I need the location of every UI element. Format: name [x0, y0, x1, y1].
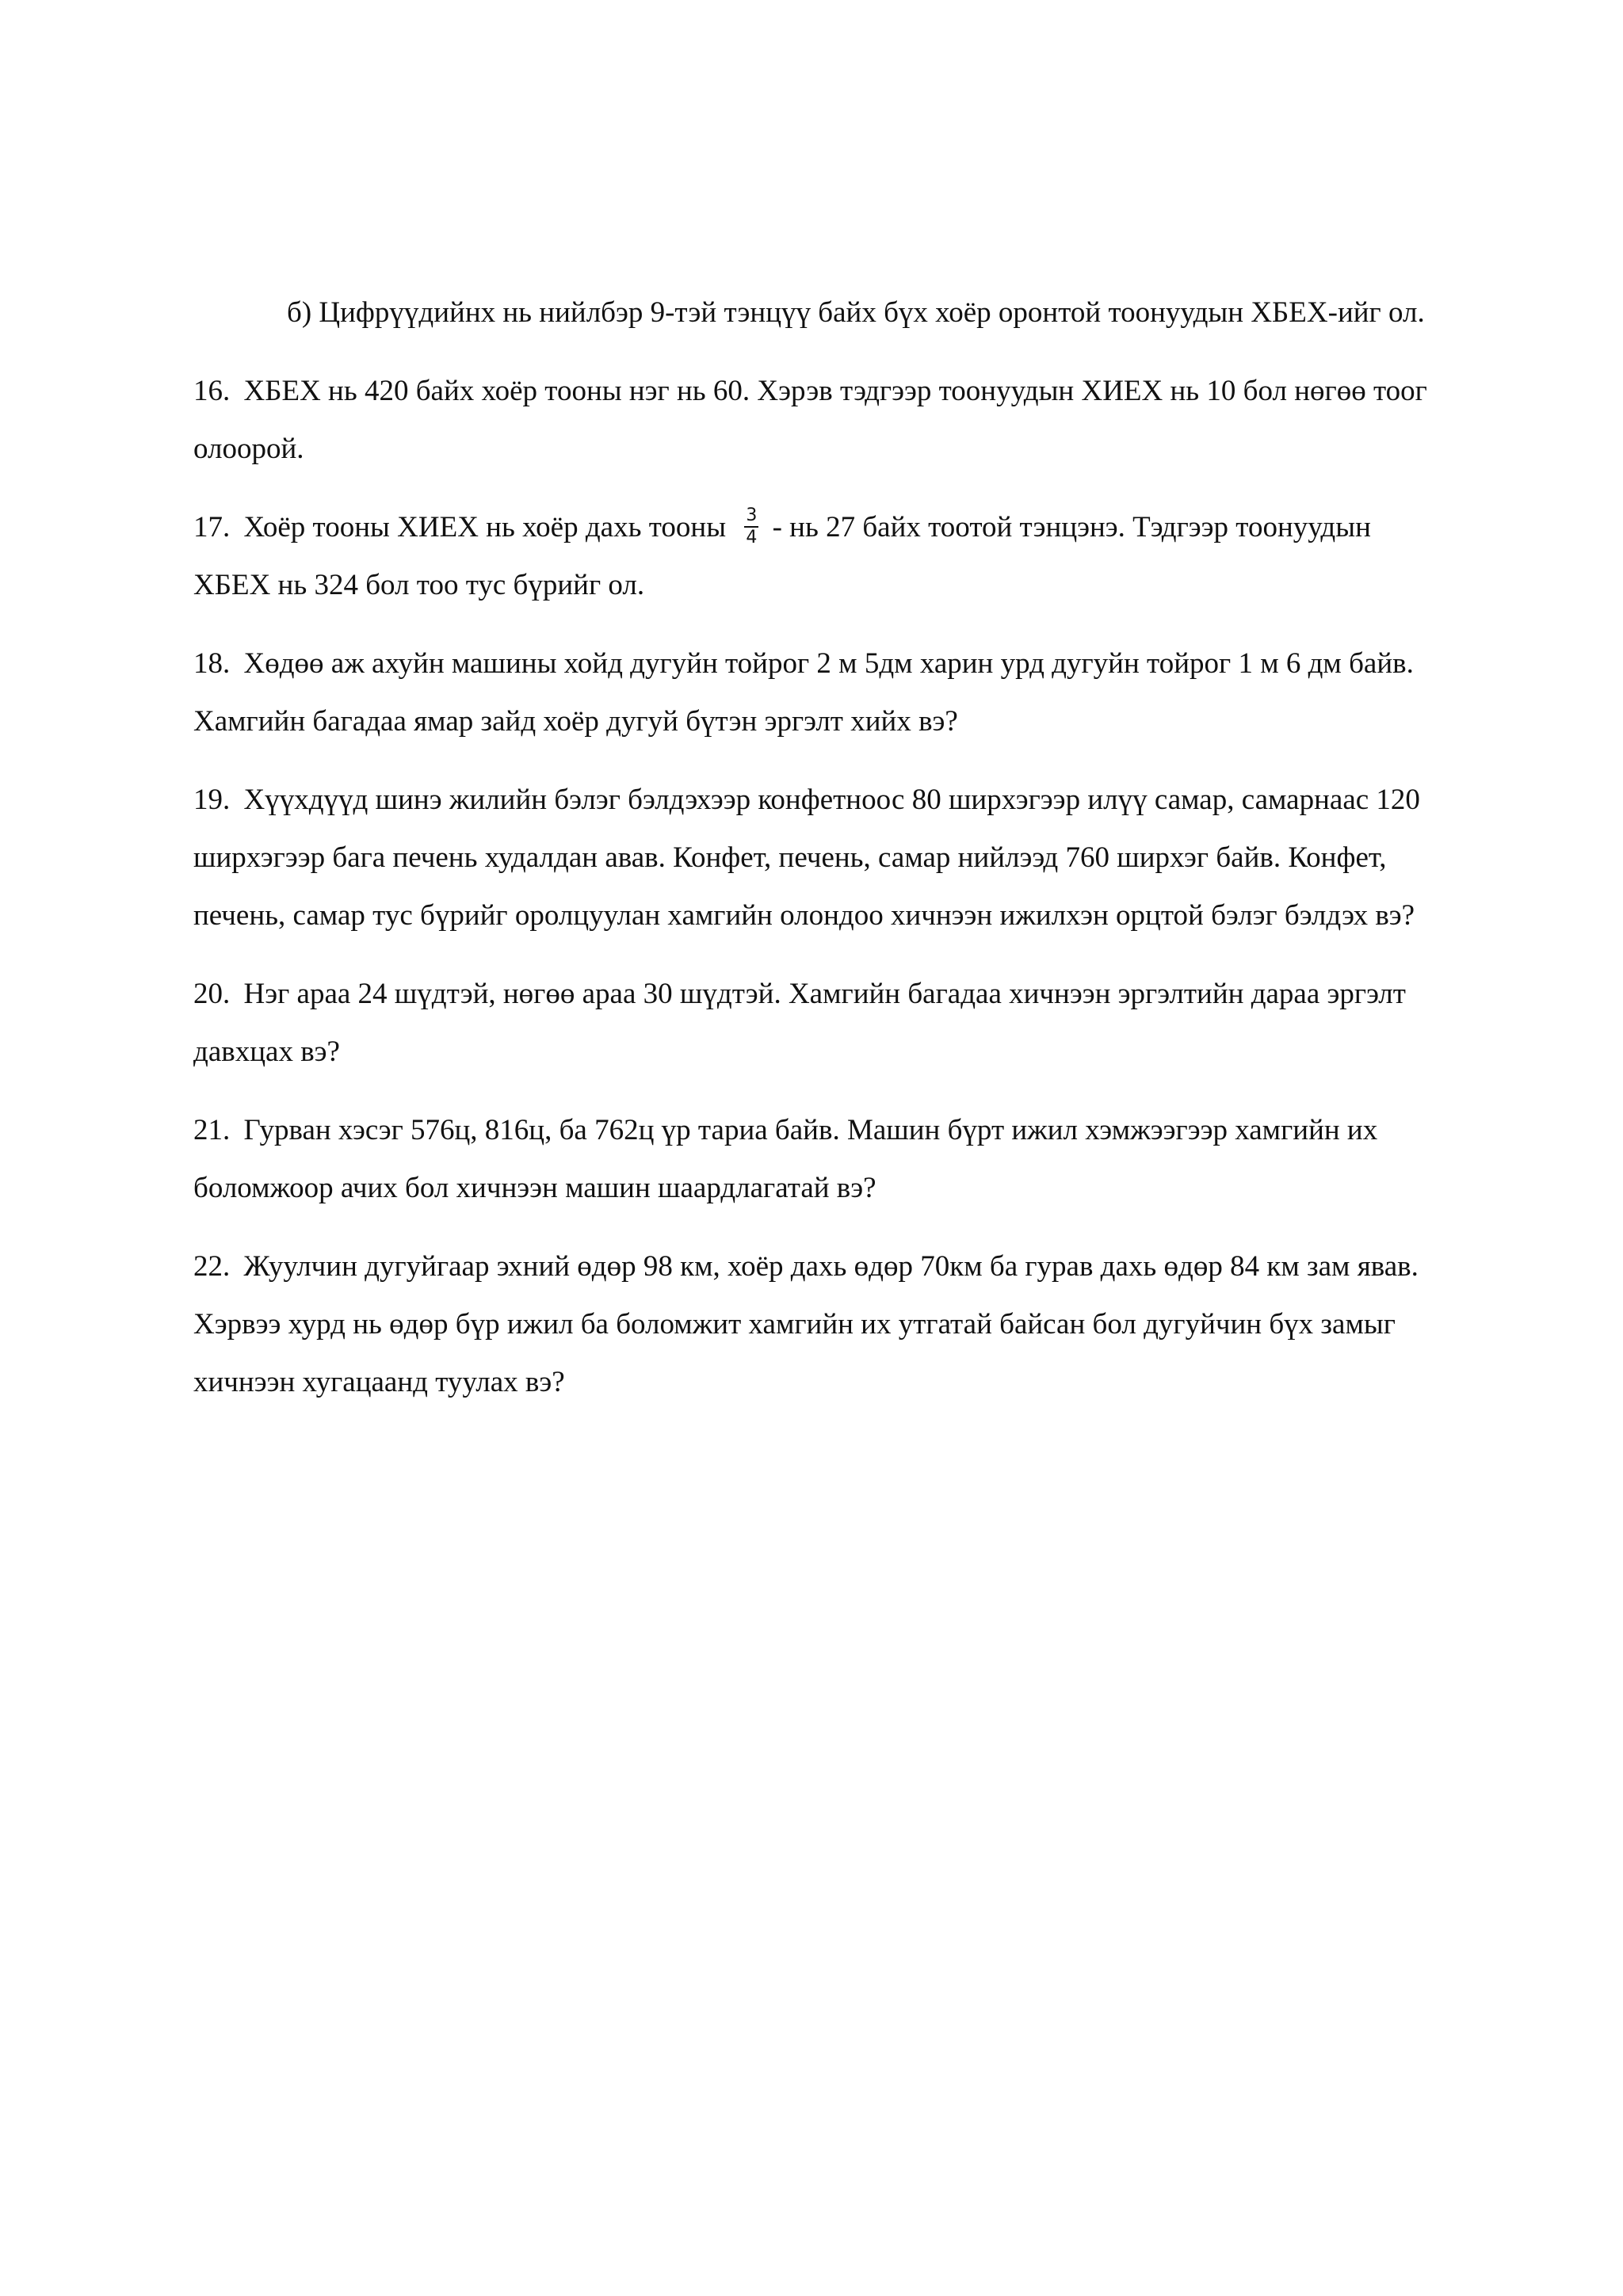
fraction-numerator: 3	[744, 506, 758, 528]
problem-20-text: Нэг араа 24 шүдтэй, нөгөө араа 30 шүдтэй. Хамгийн багадаа хичнээн эргэлтийн дараа эргэлт давхцах вэ?	[193, 978, 1406, 1068]
document-body	[193, 284, 1453, 1432]
problem-number: 18.	[193, 647, 231, 680]
problem-number: 20.	[193, 978, 231, 1010]
problem-22-text: Жуулчин дугуйгаар эхний өдөр 98 км, хоёр дахь өдөр 70км ба гурав дахь өдөр 84 км зам явав. Хэрвээ хурд нь өдөр бүр ижил ба боломжит хамгийн их утгатай байсан бол дугуйчин бүх замыг хичнээн хугацаанд туулах вэ?	[193, 1250, 1419, 1398]
problem-number: 16.	[193, 375, 231, 407]
problem-16	[193, 362, 1453, 478]
problem-16-text: ХБЕХ нь 420 байх хоёр тооны нэг нь 60. Хэрэв тэдгээр тоонуудын ХИЕХ нь 10 бол нөгөө тоог олоорой.	[193, 375, 1427, 465]
problem-number: 17.	[193, 511, 231, 543]
problem-18	[193, 635, 1453, 750]
problem-15b	[193, 284, 1453, 341]
problem-15b-text: б) Цифрүүдийнх нь нийлбэр 9-тэй тэнцүү байх бүх хоёр оронтой тоонуудын ХБЕХ-ийг ол.	[287, 296, 1425, 329]
problem-21-text: Гурван хэсэг 576ц, 816ц, ба 762ц үр тариа байв. Машин бүрт ижил хэмжээгээр хамгийн их боломжоор ачих бол хичнээн машин шаардлагатай вэ?	[193, 1114, 1378, 1204]
problem-17-text-after: - нь 27 байх тоотой тэнцэнэ. Тэдгээр тоонуудын ХБЕХ нь 324 бол тоо тус бүрийг ол.	[193, 511, 1371, 601]
problem-number: 22.	[193, 1250, 231, 1283]
fraction-denominator: 4	[746, 527, 758, 547]
problem-number: 19.	[193, 784, 231, 816]
problem-17-text-before: Хоёр тооны ХИЕХ нь хоёр дахь тооны	[243, 511, 727, 543]
problem-21	[193, 1101, 1453, 1217]
fraction-three-quarters	[744, 506, 758, 547]
problem-17	[193, 498, 1453, 614]
problem-number: 21.	[193, 1114, 231, 1146]
problem-18-text: Хөдөө аж ахуйн машины хойд дугуйн тойрог 2 м 5дм харин урд дугуйн тойрог 1 м 6 дм байв. Хамгийн багадаа ямар зайд хоёр дугуй бүтэн эргэлт хийх вэ?	[193, 647, 1414, 738]
problem-20	[193, 965, 1453, 1081]
problem-22	[193, 1238, 1453, 1411]
problem-19-text: Хүүхдүүд шинэ жилийн бэлэг бэлдэхээр конфетноос 80 ширхэгээр илүү самар, самарнаас 120 ширхэгээр бага печень худалдан авав. Конфет, печень, самар нийлээд 760 ширхэг байв. Конфет, печень, самар тус бүрийг оролцуулан хамгийн олондоо хичнээн ижилхэн орцтой бэлэг бэлдэх вэ?	[193, 784, 1420, 932]
problem-19	[193, 771, 1453, 944]
